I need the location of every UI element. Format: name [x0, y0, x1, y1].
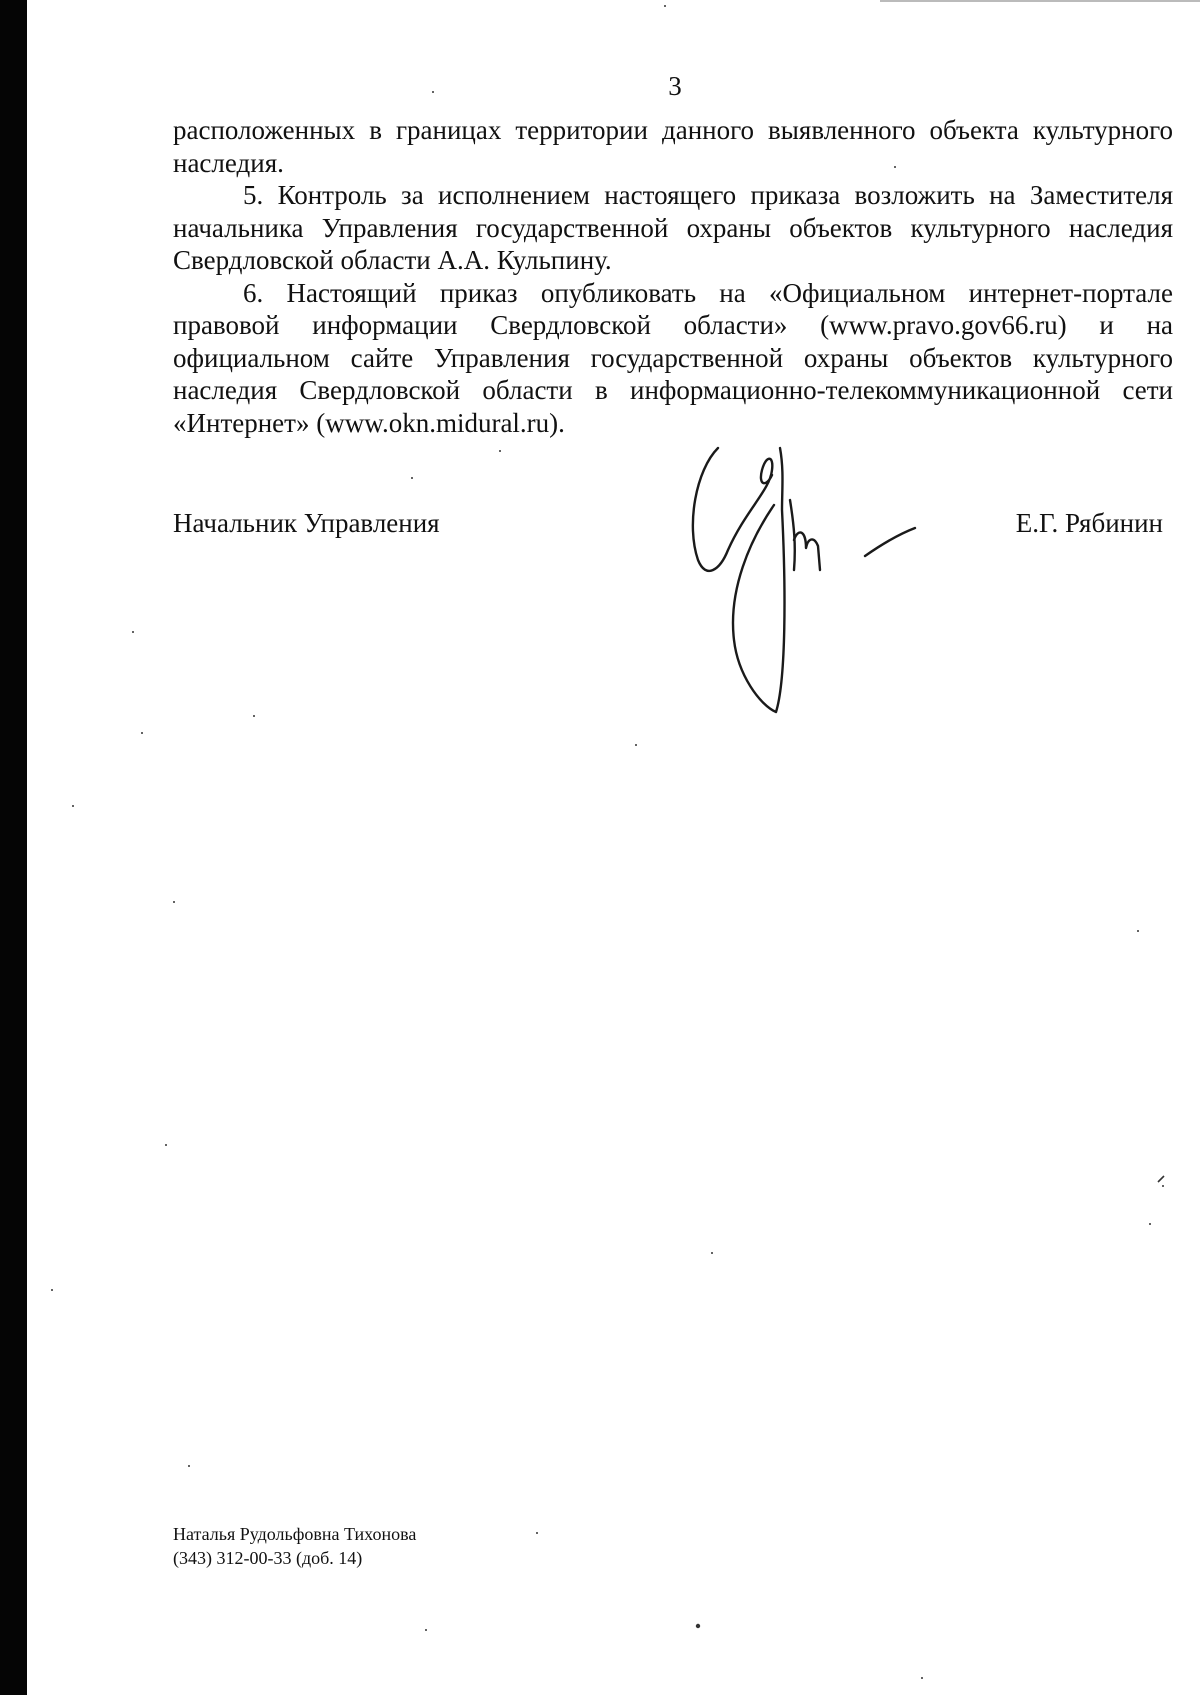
contact-phone: (343) 312-00-33 (доб. 14) [173, 1548, 363, 1568]
signer-title: Начальник Управления [173, 508, 440, 538]
contact-name: Наталья Рудольфовна Тихонова [173, 1524, 417, 1544]
handwritten-signature [690, 430, 930, 720]
document-body [173, 114, 1173, 439]
paragraph-item-6: 6. Настоящий приказ опубликовать на «Официальном интернет-портале правовой информации Свердловской области» (www.pravo.gov66.ru) и на официальном сайте Управления государственной охраны объектов культурного наследия Свердловской области в информационно-телекоммуникационной сети «Интернет» (www.okn.midural.ru). [173, 277, 1173, 438]
paragraph-item-5: 5. Контроль за исполнением настоящего приказа возложить на Заместителя начальника Управления государственной охраны объектов культурного наследия Свердловской области А.А. Кульпину. [173, 180, 1173, 275]
page-number: 3 [668, 71, 682, 101]
signer-name: Е.Г. Рябинин [1015, 508, 1163, 538]
paragraph-continuation: расположенных в границах территории данного выявленного объекта культурного наследия. [173, 115, 1173, 178]
signature-block [173, 505, 1163, 541]
contact-info [173, 1522, 416, 1570]
